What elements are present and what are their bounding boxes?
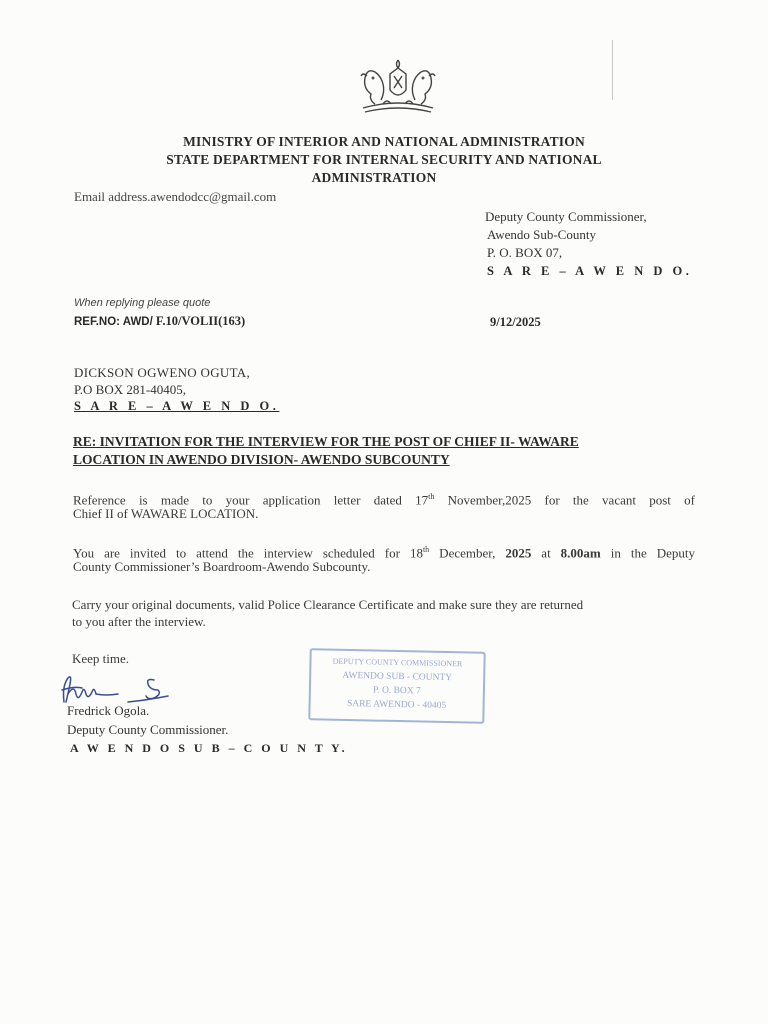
coat-of-arms-icon: [353, 54, 443, 120]
office-email: Email address.awendodcc@gmail.com: [74, 189, 277, 204]
sender-subcounty: Awendo Sub-County: [487, 227, 596, 242]
stamp-line-3: P. O. BOX 7: [372, 685, 421, 697]
paragraph-interview-month: December,: [429, 545, 506, 561]
reply-quote-label: When replying please quote: [74, 297, 211, 309]
letter-date: 9/12/2025: [490, 315, 541, 329]
paragraph-interview-text-2: in the Deputy: [600, 545, 695, 561]
closing-remark: Keep time.: [72, 651, 130, 666]
sender-title: Deputy County Commissioner,: [485, 209, 647, 224]
paragraph-interview-line-2: County Commissioner’s Boardroom-Awendo Subcounty.: [73, 559, 371, 574]
recipient-town: S A R E – A W E N D O.: [74, 399, 280, 413]
scan-edge-mark: [612, 40, 613, 100]
ordinal-suffix-2: th: [422, 545, 430, 554]
ordinal-suffix: th: [428, 492, 435, 501]
ministry-name: MINISTRY OF INTERIOR AND NATIONAL ADMINISTRATION: [183, 134, 585, 149]
signatory-title: Deputy County Commissioner.: [67, 722, 229, 737]
signatory-name: Fredrick Ogola.: [67, 703, 150, 718]
official-stamp: [308, 648, 485, 724]
paragraph-documents-line-2: to you after the interview.: [72, 614, 206, 629]
sender-pobox: P. O. BOX 07,: [487, 245, 563, 260]
paragraph-interview-text: You are invited to attend the interview scheduled for 18: [73, 545, 423, 561]
department-name-cont: ADMINISTRATION: [311, 170, 437, 185]
stamp-line-1: DEPUTY COUNTY COMMISSIONER: [332, 656, 463, 669]
interview-year: 2025: [505, 545, 532, 561]
recipient-name: DICKSON OGWENO OGUTA,: [74, 365, 251, 380]
recipient-pobox: P.O BOX 281-40405,: [74, 382, 186, 397]
sender-town: S A R E – A W E N D O.: [487, 264, 693, 278]
paragraph-application-line-2: Chief II of WAWARE LOCATION.: [73, 506, 259, 521]
stamp-line-4: SARE AWENDO - 40405: [346, 698, 447, 712]
reference-label: REF.NO: AWD/: [74, 316, 153, 328]
paragraph-application-text-2: November,2025 for the vacant post of: [434, 492, 695, 508]
paragraph-documents: Carry your original documents, valid Police Clearance Certificate and make sure they are returned: [72, 597, 584, 612]
signatory-office: A W E N D O S U B – C O U N T Y.: [70, 741, 348, 755]
reference-number: [74, 314, 245, 329]
paragraph-application-text: Reference is made to your application letter dated 17: [73, 492, 429, 508]
department-name: STATE DEPARTMENT FOR INTERNAL SECURITY AND NATIONAL: [166, 152, 602, 167]
subject-line-1: RE: INVITATION FOR THE INTERVIEW FOR THE POST OF CHIEF II- WAWARE: [73, 434, 579, 449]
subject-line-2: LOCATION IN AWENDO DIVISION- AWENDO SUBCOUNTY: [73, 452, 450, 467]
stamp-line-2: AWENDO SUB - COUNTY: [342, 670, 453, 684]
interview-time: 8.00am: [560, 545, 601, 561]
reference-value: F.10/VOLII(163): [155, 314, 246, 328]
paragraph-interview-at: at: [531, 545, 561, 561]
